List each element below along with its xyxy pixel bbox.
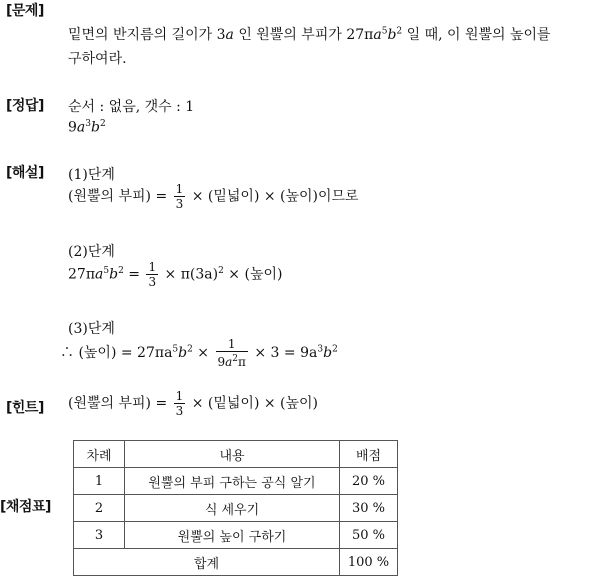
step3-formula: ∴ (높이) = $27\pi a^5b^2$ × $\frac{1}{9a^2\pi}$ × $3 = 9a^3b^2$ [60,337,338,369]
step3-label: (3)단계 [68,321,115,337]
problem-line-2: 구하여라. [68,51,127,67]
row-content: 식 세우기 [125,495,340,522]
row-score: 30 % [340,495,398,522]
row-order: 1 [74,468,125,495]
step2-formula: $27\pi a^5b^2$ = $\frac{1}{3}$ × $\pi(3a)^2$ × (높이) [68,260,283,289]
table-header-row [74,441,398,468]
step1-formula: (원뿔의 부피) = $\frac{1}{3}$ × (밑넓이) × (높이)이므로 [68,182,359,211]
row-score: 50 % [340,522,398,549]
hint-label: [힌트] [6,400,44,416]
step1-label: (1)단계 [68,167,115,183]
row-score: 20 % [340,468,398,495]
table-total-row [74,549,398,576]
problem-line-1: 밑면의 반지름의 길이가 3a 인 원뿔의 부피가 $27\pi a^5b^2$ 일 때, 이 원뿔의 높이를 [68,26,551,43]
table-row [74,468,398,495]
table-row [74,495,398,522]
row-order: 3 [74,522,125,549]
total-value: 100 % [340,549,398,576]
answer-label: [정답] [6,98,44,114]
step2-label: (2)단계 [68,244,115,260]
rubric-table [73,440,398,576]
hint-formula: (원뿔의 부피) = $\frac{1}{3}$ × (밑넓이) × (높이) [68,389,319,418]
total-label: 합계 [74,549,340,576]
row-content: 원뿔의 높이 구하기 [125,522,340,549]
row-content: 원뿔의 부피 구하는 공식 알기 [125,468,340,495]
header-content: 내용 [125,441,340,468]
table-row [74,522,398,549]
rubric-label: [채점표] [0,499,51,515]
header-order: 차례 [74,441,125,468]
problem-label: [문제] [6,3,44,19]
header-score: 배점 [340,441,398,468]
answer-value: $9a^3b^2$ [68,119,106,136]
solution-label: [해설] [6,165,44,181]
row-order: 2 [74,495,125,522]
answer-line-1: 순서 : 없음, 갯수 : 1 [68,99,195,115]
